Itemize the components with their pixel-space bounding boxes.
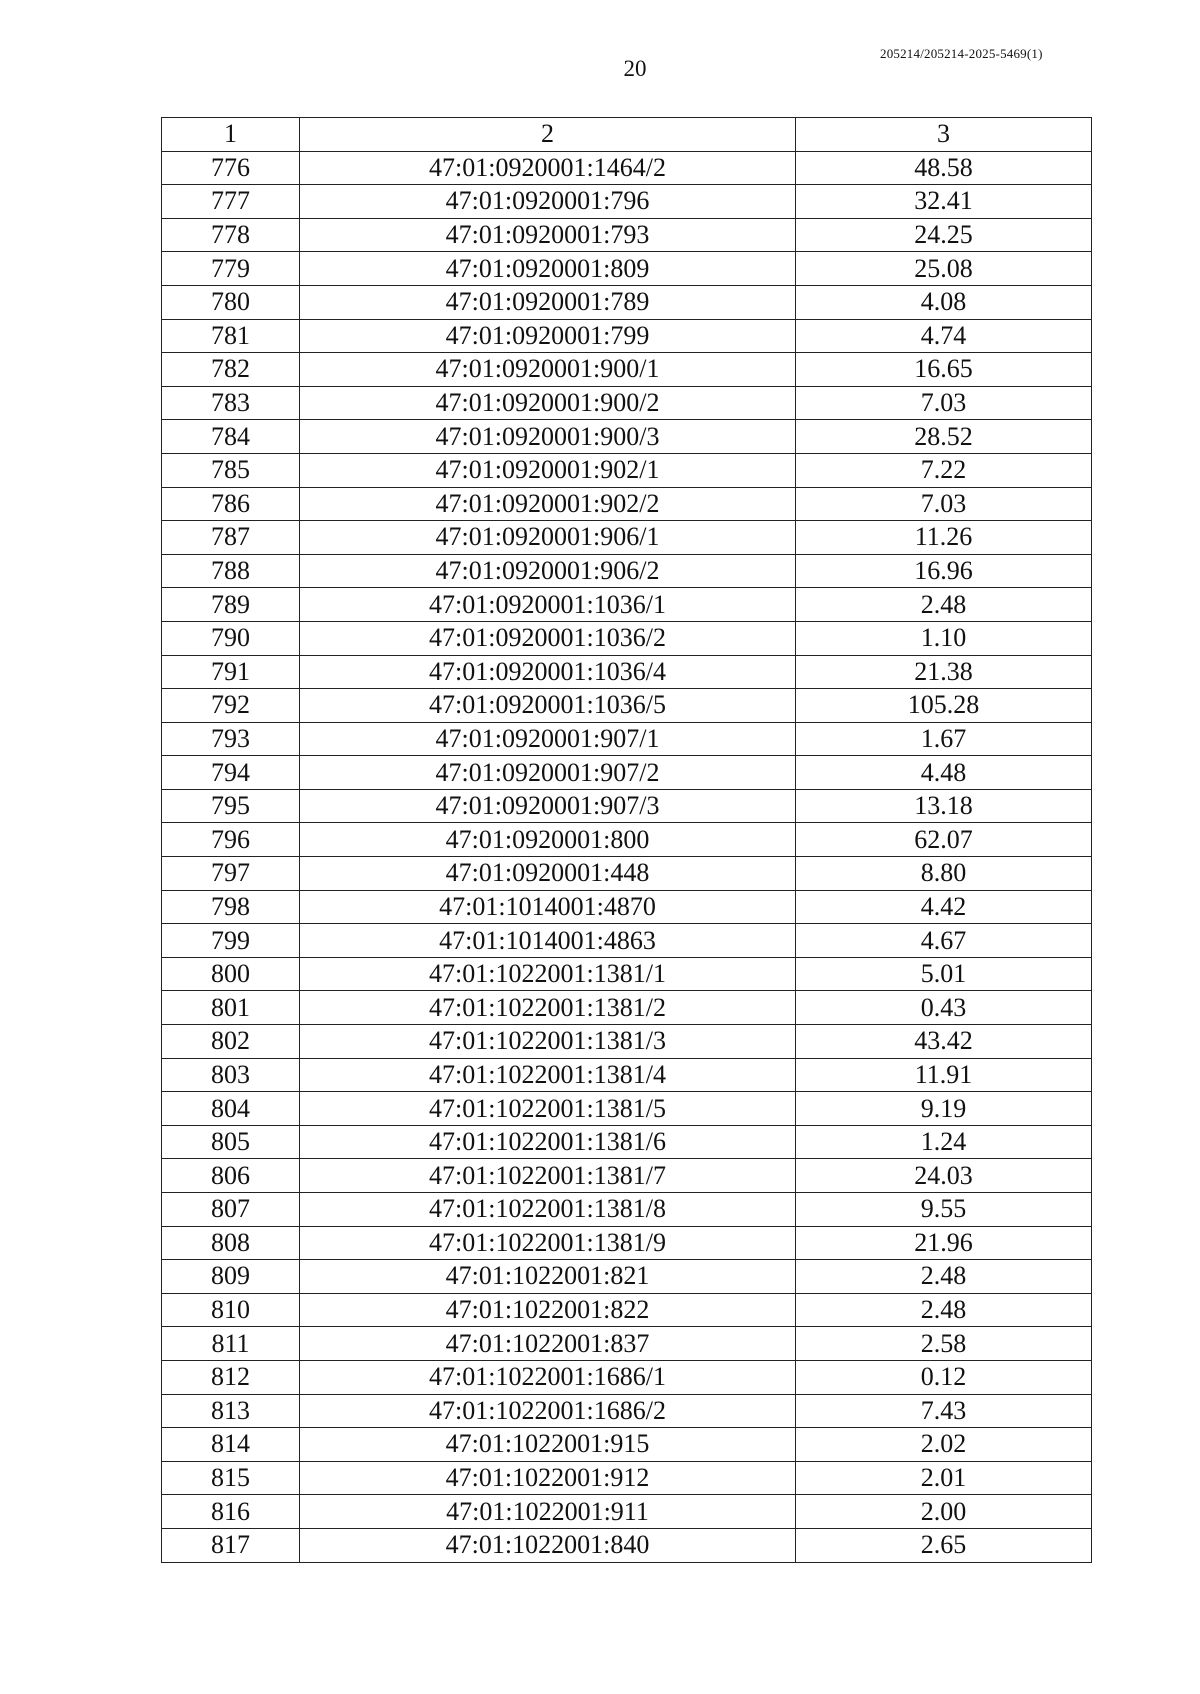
value-cell: 7.22 — [796, 453, 1092, 487]
value-cell: 4.48 — [796, 756, 1092, 790]
value-cell: 16.96 — [796, 554, 1092, 588]
cadastral-number-cell: 47:01:0920001:900/1 — [300, 353, 796, 387]
value-cell: 28.52 — [796, 420, 1092, 454]
cadastral-number-cell: 47:01:0920001:800 — [300, 823, 796, 857]
value-cell: 4.67 — [796, 924, 1092, 958]
value-cell: 7.03 — [796, 386, 1092, 420]
table-row — [162, 1495, 1092, 1529]
cadastral-number-cell: 47:01:0920001:906/1 — [300, 521, 796, 555]
row-number-cell: 778 — [162, 218, 300, 252]
cadastral-number-cell: 47:01:0920001:902/1 — [300, 453, 796, 487]
cadastral-number-cell: 47:01:1022001:915 — [300, 1428, 796, 1462]
cadastral-number-cell: 47:01:0920001:448 — [300, 857, 796, 891]
table-row — [162, 621, 1092, 655]
value-cell: 7.43 — [796, 1394, 1092, 1428]
table-row — [162, 1461, 1092, 1495]
table-row — [162, 353, 1092, 387]
value-cell: 16.65 — [796, 353, 1092, 387]
row-number-cell: 782 — [162, 353, 300, 387]
value-cell: 4.08 — [796, 285, 1092, 319]
table-row — [162, 1394, 1092, 1428]
row-number-cell: 815 — [162, 1461, 300, 1495]
cadastral-number-cell: 47:01:0920001:907/1 — [300, 722, 796, 756]
value-cell: 11.91 — [796, 1058, 1092, 1092]
value-cell: 8.80 — [796, 857, 1092, 891]
table-row — [162, 655, 1092, 689]
data-table — [161, 117, 1092, 1563]
cadastral-number-cell: 47:01:0920001:809 — [300, 252, 796, 286]
value-cell: 13.18 — [796, 789, 1092, 823]
row-number-cell: 817 — [162, 1528, 300, 1562]
row-number-cell: 784 — [162, 420, 300, 454]
value-cell: 2.58 — [796, 1327, 1092, 1361]
cadastral-number-cell: 47:01:1022001:1381/1 — [300, 957, 796, 991]
row-number-cell: 805 — [162, 1125, 300, 1159]
row-number-cell: 811 — [162, 1327, 300, 1361]
table-row — [162, 1159, 1092, 1193]
cadastral-number-cell: 47:01:1014001:4870 — [300, 890, 796, 924]
cadastral-number-cell: 47:01:1022001:1381/6 — [300, 1125, 796, 1159]
row-number-cell: 793 — [162, 722, 300, 756]
table-row — [162, 1193, 1092, 1227]
column-header-1: 1 — [162, 118, 300, 152]
cadastral-number-cell: 47:01:0920001:1036/1 — [300, 588, 796, 622]
cadastral-number-cell: 47:01:0920001:906/2 — [300, 554, 796, 588]
cadastral-number-cell: 47:01:1022001:822 — [300, 1293, 796, 1327]
value-cell: 11.26 — [796, 521, 1092, 555]
table-row — [162, 957, 1092, 991]
cadastral-number-cell: 47:01:1022001:1381/7 — [300, 1159, 796, 1193]
value-cell: 32.41 — [796, 185, 1092, 219]
row-number-cell: 803 — [162, 1058, 300, 1092]
value-cell: 2.02 — [796, 1428, 1092, 1462]
value-cell: 25.08 — [796, 252, 1092, 286]
table-header-row — [162, 118, 1092, 152]
value-cell: 0.43 — [796, 991, 1092, 1025]
cadastral-number-cell: 47:01:1022001:1381/9 — [300, 1226, 796, 1260]
cadastral-number-cell: 47:01:1014001:4863 — [300, 924, 796, 958]
column-header-2: 2 — [300, 118, 796, 152]
table-row — [162, 1125, 1092, 1159]
table-row — [162, 1360, 1092, 1394]
cadastral-number-cell: 47:01:0920001:1036/5 — [300, 689, 796, 723]
table-row — [162, 756, 1092, 790]
row-number-cell: 780 — [162, 285, 300, 319]
table-row — [162, 689, 1092, 723]
table-row — [162, 1428, 1092, 1462]
value-cell: 2.48 — [796, 1293, 1092, 1327]
value-cell: 1.24 — [796, 1125, 1092, 1159]
value-cell: 105.28 — [796, 689, 1092, 723]
value-cell: 2.00 — [796, 1495, 1092, 1529]
value-cell: 0.12 — [796, 1360, 1092, 1394]
table-row — [162, 722, 1092, 756]
row-number-cell: 801 — [162, 991, 300, 1025]
table-row — [162, 1260, 1092, 1294]
row-number-cell: 785 — [162, 453, 300, 487]
table-row — [162, 823, 1092, 857]
value-cell: 9.19 — [796, 1092, 1092, 1126]
table-row — [162, 924, 1092, 958]
value-cell: 48.58 — [796, 151, 1092, 185]
table-row — [162, 890, 1092, 924]
cadastral-number-cell: 47:01:1022001:840 — [300, 1528, 796, 1562]
table-row — [162, 151, 1092, 185]
cadastral-number-cell: 47:01:1022001:1381/5 — [300, 1092, 796, 1126]
row-number-cell: 802 — [162, 1025, 300, 1059]
value-cell: 2.01 — [796, 1461, 1092, 1495]
value-cell: 2.48 — [796, 588, 1092, 622]
row-number-cell: 781 — [162, 319, 300, 353]
table-row — [162, 521, 1092, 555]
table-row — [162, 185, 1092, 219]
cadastral-number-cell: 47:01:1022001:912 — [300, 1461, 796, 1495]
cadastral-number-cell: 47:01:1022001:821 — [300, 1260, 796, 1294]
row-number-cell: 789 — [162, 588, 300, 622]
row-number-cell: 790 — [162, 621, 300, 655]
table-row — [162, 554, 1092, 588]
row-number-cell: 796 — [162, 823, 300, 857]
value-cell: 24.25 — [796, 218, 1092, 252]
cadastral-number-cell: 47:01:1022001:1686/2 — [300, 1394, 796, 1428]
cadastral-number-cell: 47:01:0920001:902/2 — [300, 487, 796, 521]
cadastral-number-cell: 47:01:1022001:911 — [300, 1495, 796, 1529]
cadastral-number-cell: 47:01:0920001:900/2 — [300, 386, 796, 420]
table-row — [162, 588, 1092, 622]
value-cell: 24.03 — [796, 1159, 1092, 1193]
cadastral-number-cell: 47:01:0920001:789 — [300, 285, 796, 319]
table-row — [162, 789, 1092, 823]
value-cell: 62.07 — [796, 823, 1092, 857]
table-row — [162, 1092, 1092, 1126]
table-row — [162, 1025, 1092, 1059]
value-cell: 1.67 — [796, 722, 1092, 756]
value-cell: 9.55 — [796, 1193, 1092, 1227]
row-number-cell: 814 — [162, 1428, 300, 1462]
table-row — [162, 857, 1092, 891]
row-number-cell: 809 — [162, 1260, 300, 1294]
row-number-cell: 813 — [162, 1394, 300, 1428]
page-number: 20 — [623, 56, 647, 81]
table-row — [162, 218, 1092, 252]
row-number-cell: 799 — [162, 924, 300, 958]
cadastral-number-cell: 47:01:0920001:799 — [300, 319, 796, 353]
value-cell: 2.65 — [796, 1528, 1092, 1562]
row-number-cell: 800 — [162, 957, 300, 991]
row-number-cell: 777 — [162, 185, 300, 219]
table-row — [162, 1293, 1092, 1327]
column-header-3: 3 — [796, 118, 1092, 152]
row-number-cell: 798 — [162, 890, 300, 924]
row-number-cell: 783 — [162, 386, 300, 420]
table-row — [162, 1226, 1092, 1260]
value-cell: 4.42 — [796, 890, 1092, 924]
cadastral-number-cell: 47:01:1022001:1381/3 — [300, 1025, 796, 1059]
cadastral-number-cell: 47:01:1022001:1381/2 — [300, 991, 796, 1025]
cadastral-number-cell: 47:01:0920001:907/3 — [300, 789, 796, 823]
cadastral-number-cell: 47:01:0920001:1036/4 — [300, 655, 796, 689]
value-cell: 21.38 — [796, 655, 1092, 689]
table-row — [162, 420, 1092, 454]
row-number-cell: 776 — [162, 151, 300, 185]
table-row — [162, 252, 1092, 286]
table-row — [162, 991, 1092, 1025]
table-row — [162, 1058, 1092, 1092]
row-number-cell: 794 — [162, 756, 300, 790]
row-number-cell: 787 — [162, 521, 300, 555]
cadastral-number-cell: 47:01:0920001:907/2 — [300, 756, 796, 790]
row-number-cell: 788 — [162, 554, 300, 588]
table-row — [162, 487, 1092, 521]
cadastral-number-cell: 47:01:0920001:1036/2 — [300, 621, 796, 655]
cadastral-number-cell: 47:01:0920001:796 — [300, 185, 796, 219]
row-number-cell: 797 — [162, 857, 300, 891]
value-cell: 4.74 — [796, 319, 1092, 353]
cadastral-number-cell: 47:01:0920001:1464/2 — [300, 151, 796, 185]
table-row — [162, 319, 1092, 353]
value-cell: 2.48 — [796, 1260, 1092, 1294]
table-row — [162, 285, 1092, 319]
row-number-cell: 804 — [162, 1092, 300, 1126]
table-body — [162, 118, 1092, 1563]
value-cell: 7.03 — [796, 487, 1092, 521]
row-number-cell: 816 — [162, 1495, 300, 1529]
document-reference: 205214/205214-2025-5469(1) — [880, 46, 1043, 61]
cadastral-number-cell: 47:01:0920001:900/3 — [300, 420, 796, 454]
cadastral-number-cell: 47:01:0920001:793 — [300, 218, 796, 252]
table-row — [162, 1327, 1092, 1361]
row-number-cell: 806 — [162, 1159, 300, 1193]
cadastral-number-cell: 47:01:1022001:1381/4 — [300, 1058, 796, 1092]
row-number-cell: 808 — [162, 1226, 300, 1260]
cadastral-number-cell: 47:01:1022001:837 — [300, 1327, 796, 1361]
cadastral-number-cell: 47:01:1022001:1686/1 — [300, 1360, 796, 1394]
row-number-cell: 779 — [162, 252, 300, 286]
table-row — [162, 386, 1092, 420]
row-number-cell: 812 — [162, 1360, 300, 1394]
row-number-cell: 791 — [162, 655, 300, 689]
value-cell: 21.96 — [796, 1226, 1092, 1260]
row-number-cell: 792 — [162, 689, 300, 723]
row-number-cell: 807 — [162, 1193, 300, 1227]
value-cell: 43.42 — [796, 1025, 1092, 1059]
value-cell: 5.01 — [796, 957, 1092, 991]
row-number-cell: 810 — [162, 1293, 300, 1327]
table-row — [162, 453, 1092, 487]
table-row — [162, 1528, 1092, 1562]
row-number-cell: 795 — [162, 789, 300, 823]
cadastral-number-cell: 47:01:1022001:1381/8 — [300, 1193, 796, 1227]
row-number-cell: 786 — [162, 487, 300, 521]
value-cell: 1.10 — [796, 621, 1092, 655]
